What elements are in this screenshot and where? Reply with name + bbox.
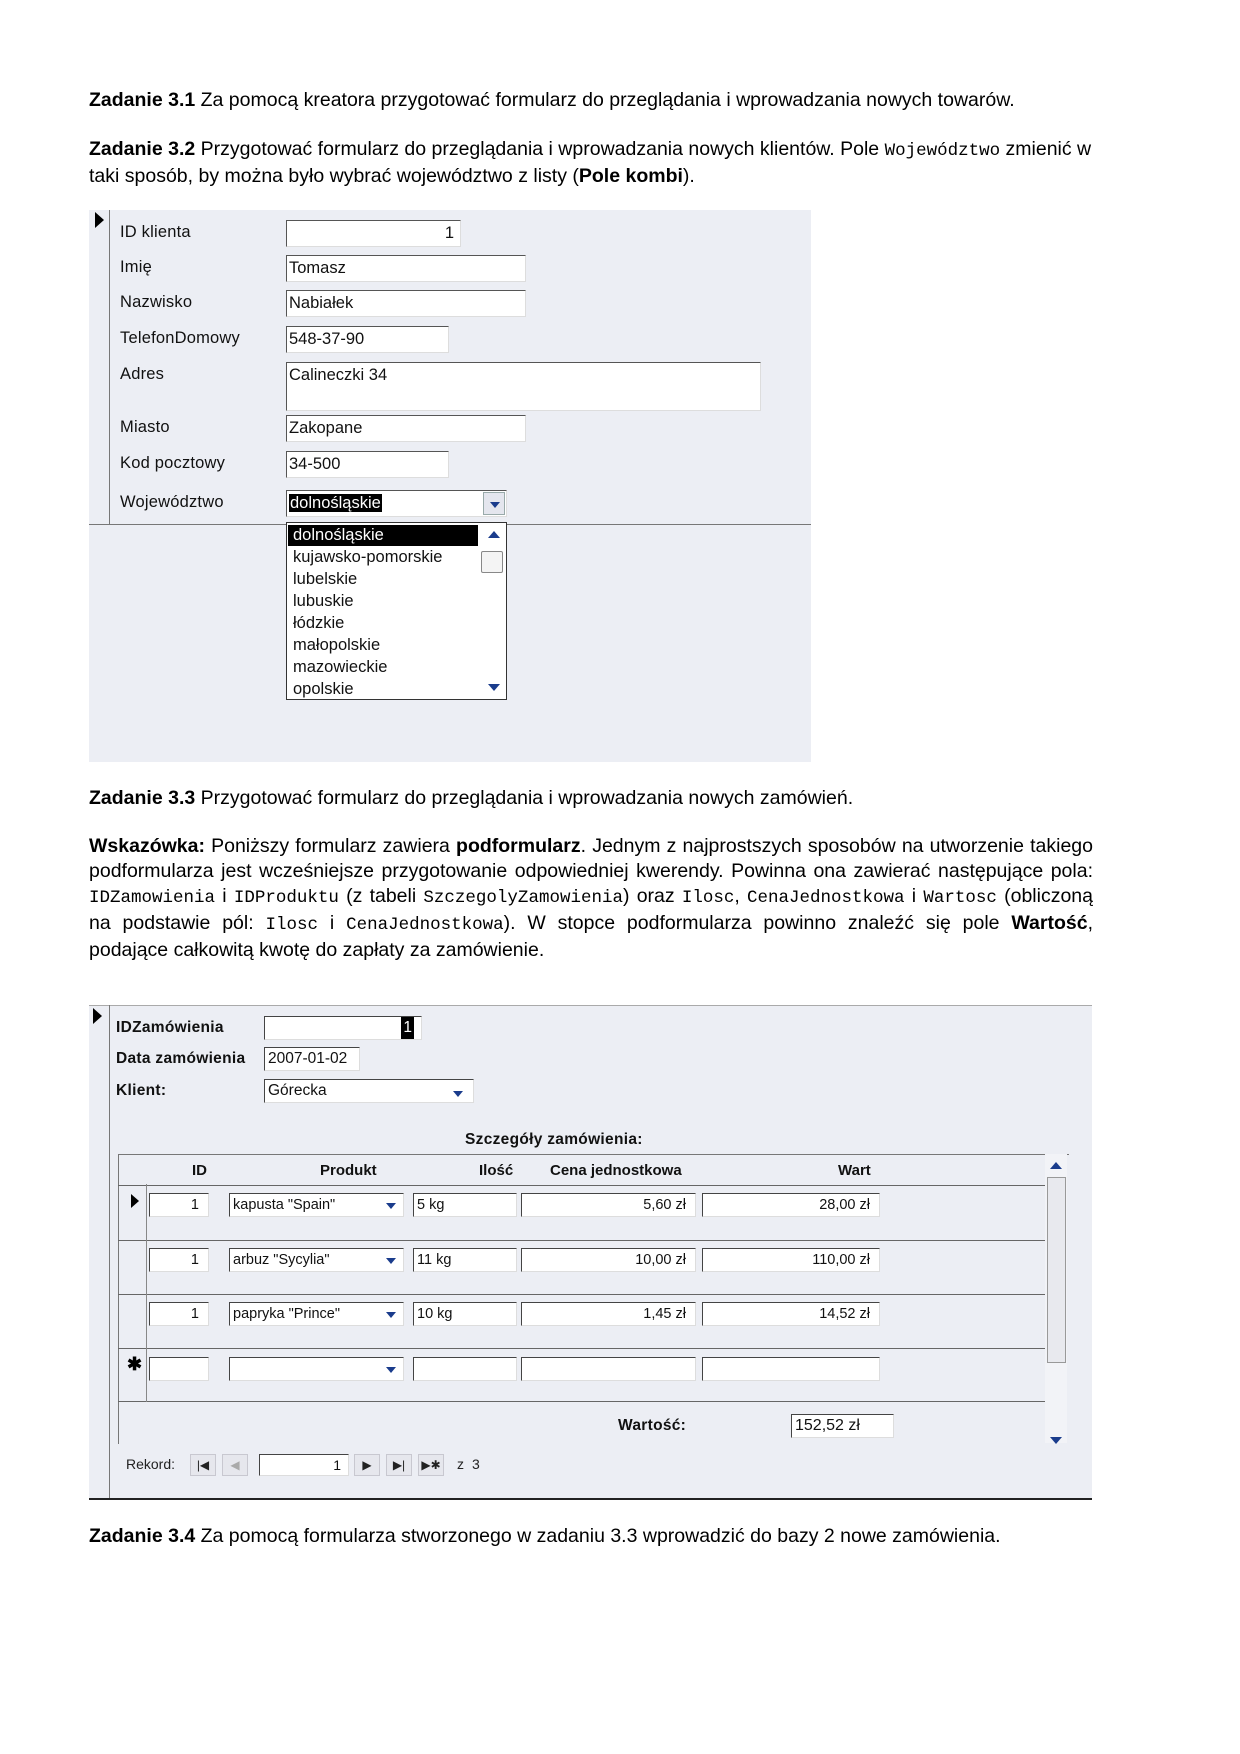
row-divider xyxy=(118,1348,1046,1349)
task-3-2-bold: Pole kombi xyxy=(578,165,683,187)
combo-wojewodztwo-value: dolnośląskie xyxy=(290,494,381,512)
cell-id-new[interactable] xyxy=(149,1357,209,1381)
dropdown-item[interactable]: lubuskie xyxy=(293,592,354,610)
cell-produkt[interactable]: arbuz "Sycylia" xyxy=(229,1248,404,1272)
chevron-down-icon[interactable] xyxy=(386,1367,396,1373)
field-adres[interactable]: Calineczki 34 xyxy=(286,362,761,411)
cell-wartosc[interactable]: 110,00 zł xyxy=(702,1248,880,1272)
scrollbar-thumb[interactable] xyxy=(481,551,503,573)
row-divider xyxy=(118,1240,1046,1241)
label-wojewodztwo: Województwo xyxy=(120,493,224,511)
task-3-2-text-b: zmienić w taki sposób, by można było wybrać województwo z listy ( xyxy=(89,138,1092,187)
dropdown-item[interactable]: lubelskie xyxy=(293,570,358,588)
chevron-down-icon[interactable] xyxy=(453,1091,463,1097)
nav-label: Rekord: xyxy=(126,1456,176,1472)
scrollbar-thumb[interactable] xyxy=(1047,1177,1066,1363)
field-data-zamowienia[interactable]: 2007-01-02 xyxy=(264,1047,360,1071)
cell-produkt[interactable]: papryka "Prince" xyxy=(229,1302,404,1326)
dropdown-item[interactable]: łódzkie xyxy=(293,614,345,632)
record-selector-divider xyxy=(109,1005,110,1499)
column-header-wartosc: Wart xyxy=(838,1162,871,1179)
row-divider xyxy=(118,1185,1046,1186)
hint-text: Poniższy formularz zawiera xyxy=(204,835,457,857)
field-nazwisko[interactable]: Nabiałek xyxy=(286,290,526,317)
cell-produkt-new[interactable] xyxy=(229,1357,404,1381)
cell-ilosc[interactable]: 11 kg xyxy=(413,1248,517,1272)
hint-code: IDZamowienia xyxy=(89,888,216,908)
cell-cena[interactable]: 1,45 zł xyxy=(521,1302,696,1326)
task-3-3 xyxy=(89,786,1093,811)
field-id-klienta[interactable]: 1 xyxy=(286,220,461,247)
task-3-2 xyxy=(89,137,1093,189)
label-total: Wartość: xyxy=(618,1417,687,1434)
hint-text: i xyxy=(904,885,924,907)
hint-text: (obliczoną na podstawie pól: xyxy=(89,885,1093,934)
nav-of-label: z xyxy=(457,1456,464,1472)
label-adres: Adres xyxy=(120,365,165,383)
hint-text: ) oraz xyxy=(622,885,682,907)
row-divider xyxy=(118,1401,1046,1402)
last-record-icon[interactable]: ▶| xyxy=(386,1454,412,1476)
hint-code: CenaJednostkowa xyxy=(747,888,905,908)
label-imie: Imię xyxy=(120,258,152,276)
scroll-up-icon[interactable] xyxy=(1050,1162,1062,1169)
label-id-klienta: ID klienta xyxy=(120,223,191,241)
chevron-down-icon[interactable] xyxy=(386,1258,396,1264)
hint-text: i xyxy=(215,885,234,907)
column-header-produkt: Produkt xyxy=(320,1162,377,1179)
label-idzamowienia: IDZamówienia xyxy=(116,1019,224,1036)
task-3-4 xyxy=(89,1524,1093,1549)
subform-title: Szczegóły zamówienia: xyxy=(465,1131,643,1148)
task-3-1-label: Zadanie 3.1 xyxy=(89,89,196,111)
nav-current-record[interactable]: 1 xyxy=(259,1454,349,1476)
cell-wartosc-new[interactable] xyxy=(702,1357,880,1381)
hint-code: Ilosc xyxy=(265,915,319,935)
next-record-icon[interactable]: ▶ xyxy=(354,1454,380,1476)
field-total: 152,52 zł xyxy=(791,1414,894,1438)
column-header-cena: Cena jednostkowa xyxy=(550,1162,682,1179)
task-3-3-text: Przygotować formularz do przeglądania i wprowadzania nowych zamówień. xyxy=(195,787,854,809)
dropdown-item[interactable]: kujawsko-pomorskie xyxy=(293,548,443,566)
dropdown-item[interactable]: mazowieckie xyxy=(293,658,388,676)
cell-cena[interactable]: 5,60 zł xyxy=(521,1193,696,1217)
hint-code: SzczegolyZamowienia xyxy=(423,888,623,908)
record-selector-divider xyxy=(109,210,110,525)
cell-ilosc[interactable]: 5 kg xyxy=(413,1193,517,1217)
hint-code: Wartosc xyxy=(923,888,997,908)
hint-text: (z tabeli xyxy=(338,885,424,907)
combo-wojewodztwo[interactable] xyxy=(286,490,507,517)
label-data-zamowienia: Data zamówienia xyxy=(116,1050,246,1067)
dropdown-item[interactable]: opolskie xyxy=(293,680,354,698)
cell-wartosc[interactable]: 28,00 zł xyxy=(702,1193,880,1217)
label-nazwisko: Nazwisko xyxy=(120,293,193,311)
combo-klient-value: Górecka xyxy=(268,1082,327,1099)
chevron-down-icon[interactable] xyxy=(483,492,505,515)
cell-id[interactable]: 1 xyxy=(149,1248,209,1272)
cell-id[interactable]: 1 xyxy=(149,1193,209,1217)
form-bottom-border xyxy=(89,1498,1092,1500)
row-divider xyxy=(118,1294,1046,1295)
hint-text: ). W stopce podformularza powinno znaleźć się pole xyxy=(503,912,1012,934)
nav-record-count: 3 xyxy=(472,1456,480,1472)
hint-code: Ilosc xyxy=(681,888,735,908)
scroll-down-icon[interactable] xyxy=(1050,1437,1062,1444)
dropdown-item[interactable]: dolnośląskie xyxy=(288,525,478,546)
field-idzamowienia-value: 1 xyxy=(401,1017,414,1039)
cell-cena[interactable]: 10,00 zł xyxy=(521,1248,696,1272)
cell-produkt[interactable]: kapusta "Spain" xyxy=(229,1193,404,1217)
record-selector-icon[interactable] xyxy=(95,212,104,228)
cell-ilosc-new[interactable] xyxy=(413,1357,517,1381)
field-imie[interactable]: Tomasz xyxy=(286,255,526,282)
task-3-2-text-a: Przygotować formularz do przeglądania i wprowadzania nowych klientów. Pole xyxy=(195,138,885,160)
task-3-4-label: Zadanie 3.4 xyxy=(89,1525,196,1547)
column-header-id: ID xyxy=(192,1162,207,1179)
label-telefon: TelefonDomowy xyxy=(120,329,240,347)
scroll-up-icon[interactable] xyxy=(488,531,500,538)
row-selector-column xyxy=(146,1184,147,1402)
hint-text: i xyxy=(318,912,347,934)
record-selector-icon[interactable] xyxy=(93,1008,102,1024)
cell-cena-new[interactable] xyxy=(521,1357,696,1381)
task-3-1 xyxy=(89,88,1093,113)
task-3-2-label: Zadanie 3.2 xyxy=(89,138,196,160)
task-3-4-text: Za pomocą formularza stworzonego w zadaniu 3.3 wprowadzić do bazy 2 nowe zamówienia. xyxy=(195,1525,1001,1547)
hint-label: Wskazówka: xyxy=(89,835,205,857)
new-record-icon[interactable]: ▶✱ xyxy=(418,1454,444,1476)
label-miasto: Miasto xyxy=(120,418,170,436)
scroll-down-icon[interactable] xyxy=(488,684,500,691)
field-kod[interactable]: 34-500 xyxy=(286,451,449,478)
task-3-2-text-c: ). xyxy=(682,165,695,187)
dropdown-item[interactable]: małopolskie xyxy=(293,636,381,654)
column-header-ilosc: Ilość xyxy=(479,1162,514,1179)
cell-wartosc[interactable]: 14,52 zł xyxy=(702,1302,880,1326)
wojewodztwo-dropdown-list xyxy=(286,522,507,700)
hint-bold: Wartość xyxy=(1011,912,1088,934)
field-idzamowienia[interactable] xyxy=(264,1016,422,1040)
cell-id[interactable]: 1 xyxy=(149,1302,209,1326)
first-record-icon[interactable]: |◀ xyxy=(190,1454,216,1476)
hint-text: . Jednym z najprostszych sposobów na utworzenie takiego podformularza jest wcześniejsze przygotowanie odpowiedniej kwerendy. Powinna ona zawierać następujące pola: xyxy=(89,835,1093,882)
previous-record-icon[interactable]: ◀ xyxy=(222,1454,248,1476)
hint-code: IDProduktu xyxy=(233,888,339,908)
hint-paragraph xyxy=(89,834,1093,963)
hint-text: , podające całkowitą kwotę do zapłaty za zamówienie. xyxy=(89,912,1094,961)
combo-klient[interactable] xyxy=(264,1079,474,1103)
task-3-3-label: Zadanie 3.3 xyxy=(89,787,196,809)
chevron-down-icon[interactable] xyxy=(386,1203,396,1209)
form-top-border xyxy=(89,1005,1092,1006)
label-klient: Klient: xyxy=(116,1082,167,1099)
cell-ilosc[interactable]: 10 kg xyxy=(413,1302,517,1326)
hint-text: , xyxy=(734,885,748,907)
chevron-down-icon[interactable] xyxy=(386,1312,396,1318)
current-row-icon xyxy=(131,1194,139,1208)
label-kod: Kod pocztowy xyxy=(120,454,226,472)
hint-bold: podformularz xyxy=(456,835,581,857)
task-3-2-code: Województwo xyxy=(884,141,1001,161)
asterisk-icon: ✱ xyxy=(127,1354,143,1374)
field-miasto[interactable]: Zakopane xyxy=(286,415,526,442)
field-telefon[interactable]: 548-37-90 xyxy=(286,326,449,353)
task-3-1-text: Za pomocą kreatora przygotować formularz do przeglądania i wprowadzania nowych towarów. xyxy=(195,89,1015,111)
hint-code: CenaJednostkowa xyxy=(346,915,504,935)
